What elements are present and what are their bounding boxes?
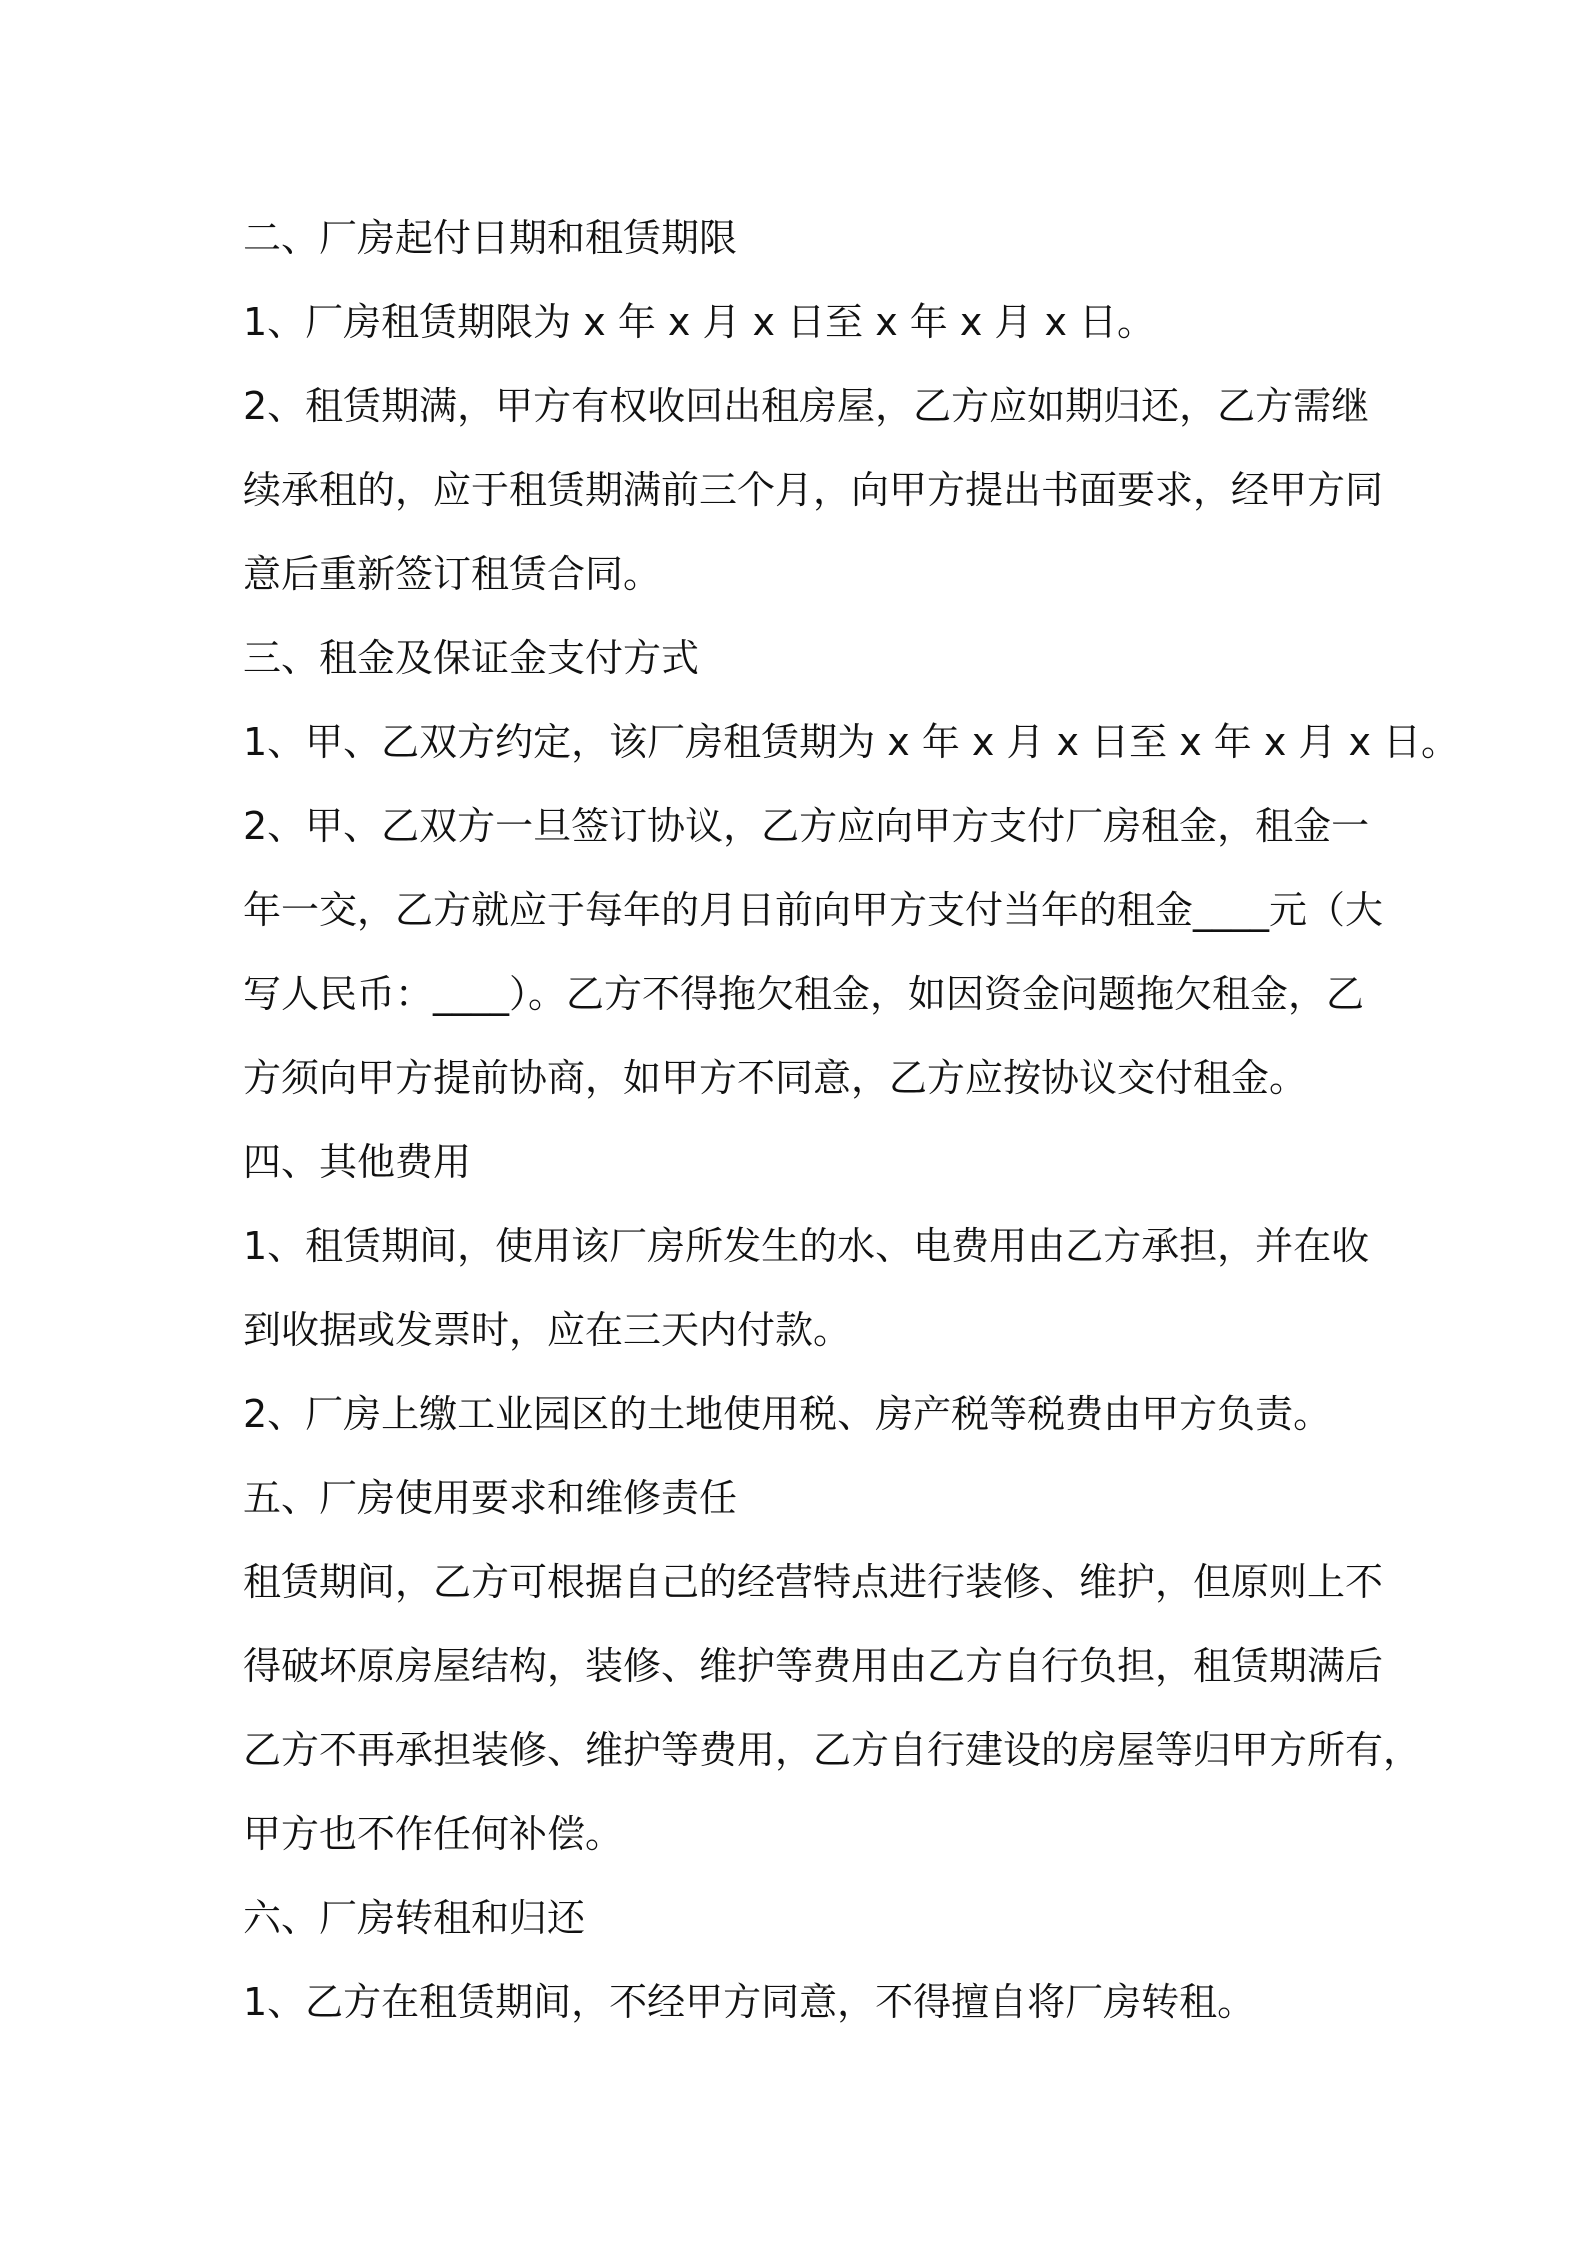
section-heading-4: 四、其他费用 bbox=[243, 1140, 472, 1184]
paragraph-line: 到收据或发票时，应在三天内付款。 bbox=[243, 1308, 852, 1352]
document-body bbox=[243, 196, 1460, 2044]
paragraph-line: 意后重新签订租赁合同。 bbox=[243, 552, 662, 596]
paragraph-line: 2、租赁期满，甲方有权收回出租房屋，乙方应如期归还，乙方需继 bbox=[243, 384, 1370, 428]
paragraph-line: 2、厂房上缴工业园区的土地使用税、房产税等税费由甲方负责。 bbox=[243, 1392, 1332, 1436]
paragraph-line: 方须向甲方提前协商，如甲方不同意，乙方应按协议交付租金。 bbox=[243, 1056, 1308, 1100]
paragraph-line: 续承租的，应于租赁期满前三个月，向甲方提出书面要求，经甲方同 bbox=[243, 468, 1384, 512]
paragraph-line: 租赁期间，乙方可根据自己的经营特点进行装修、维护，但原则上不 bbox=[243, 1560, 1384, 1604]
paragraph-line: 乙方不再承担装修、维护等费用，乙方自行建设的房屋等归甲方所有， bbox=[243, 1728, 1422, 1772]
paragraph-line: 写人民币：____）。乙方不得拖欠租金，如因资金问题拖欠租金，乙 bbox=[243, 972, 1365, 1016]
section-heading-3: 三、租金及保证金支付方式 bbox=[243, 636, 700, 680]
paragraph-line: 2、甲、乙双方一旦签订协议，乙方应向甲方支付厂房租金，租金一 bbox=[243, 804, 1370, 848]
section-heading-6: 六、厂房转租和归还 bbox=[243, 1896, 586, 1940]
paragraph-line: 年一交，乙方就应于每年的月日前向甲方支付当年的租金____元（大 bbox=[243, 888, 1384, 932]
paragraph-line: 1、租赁期间，使用该厂房所发生的水、电费用由乙方承担，并在收 bbox=[243, 1224, 1370, 1268]
paragraph-line: 1、厂房租赁期限为 x 年 x 月 x 日至 x 年 x 月 x 日。 bbox=[243, 300, 1156, 344]
section-heading-5: 五、厂房使用要求和维修责任 bbox=[243, 1476, 738, 1520]
paragraph-line: 得破坏原房屋结构，装修、维护等费用由乙方自行负担，租赁期满后 bbox=[243, 1644, 1384, 1688]
paragraph-line: 甲方也不作任何补偿。 bbox=[243, 1812, 624, 1856]
paragraph-line: 1、甲、乙双方约定，该厂房租赁期为 x 年 x 月 x 日至 x 年 x 月 x 日。 bbox=[243, 720, 1460, 764]
section-heading-2: 二、厂房起付日期和租赁期限 bbox=[243, 216, 738, 260]
paragraph-line: 1、乙方在租赁期间，不经甲方同意，不得擅自将厂房转租。 bbox=[243, 1980, 1256, 2024]
